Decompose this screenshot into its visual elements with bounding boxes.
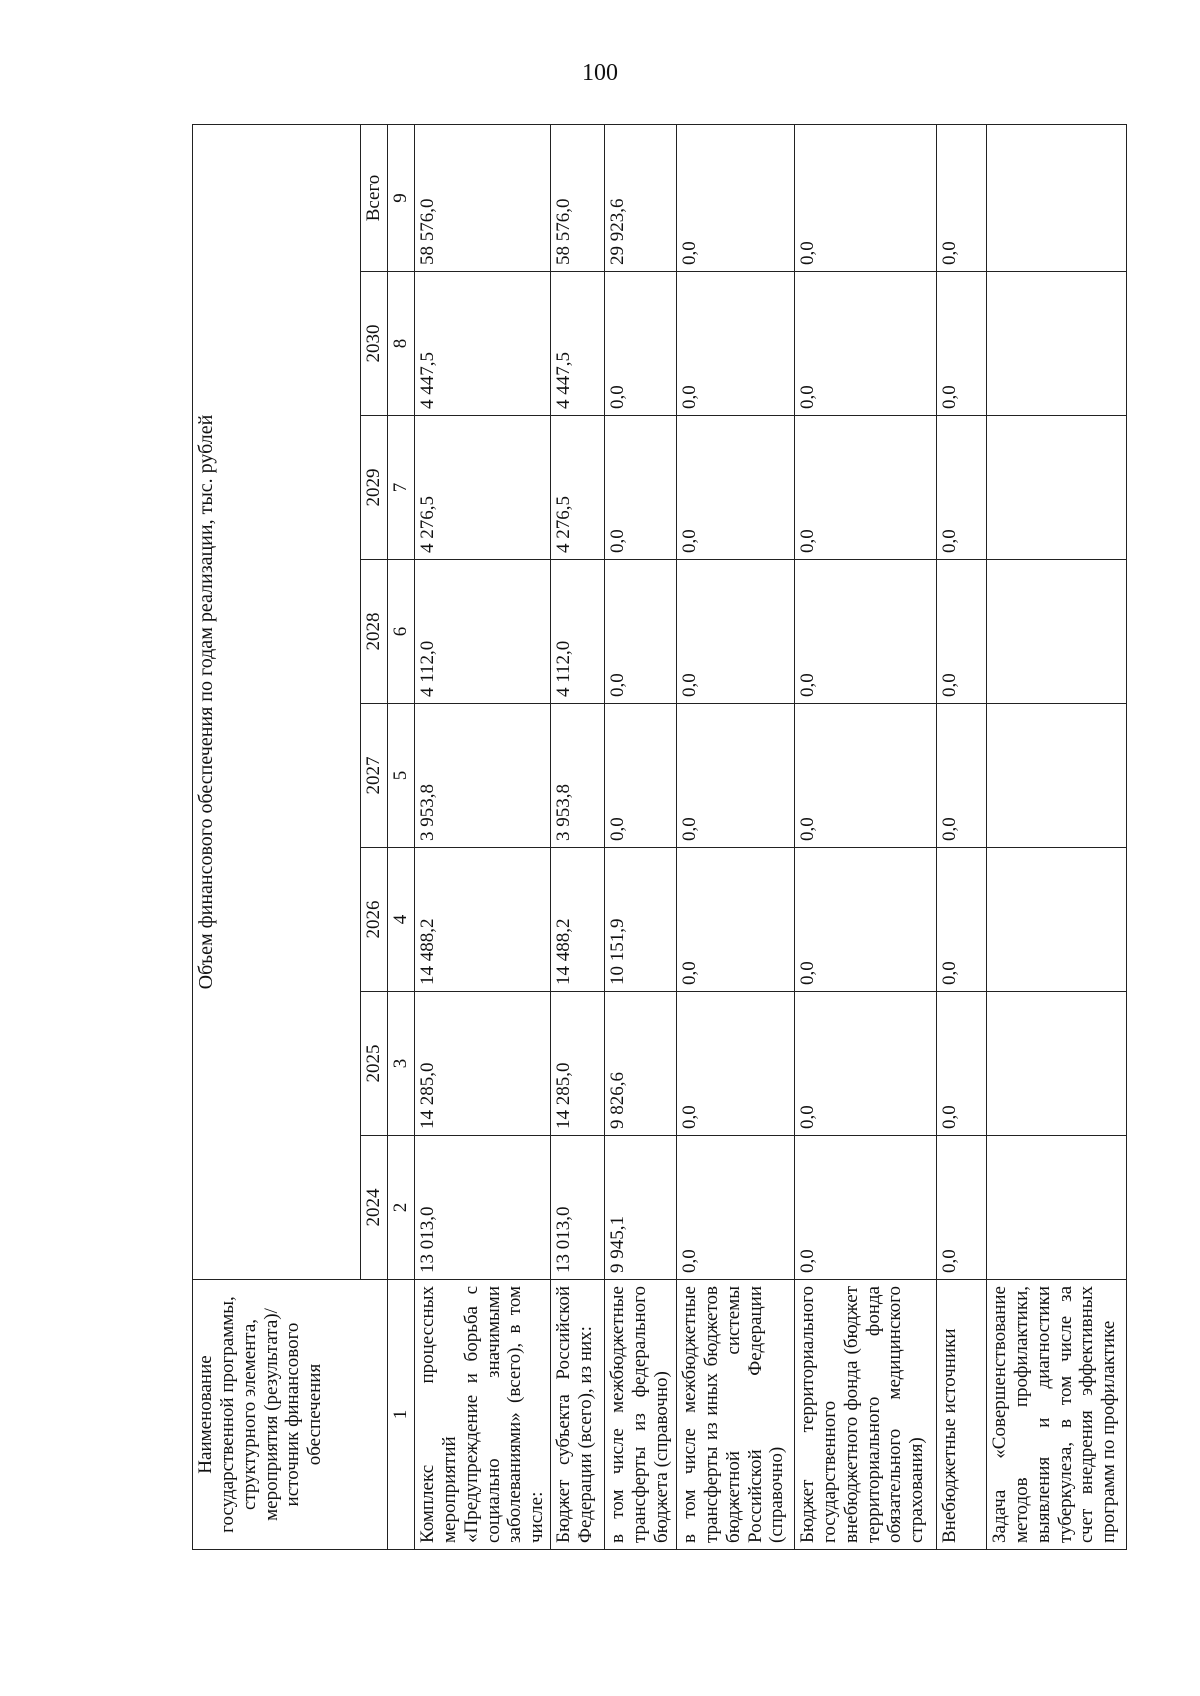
value-cell: 0,0 [937, 416, 987, 560]
value-cell: 0,0 [677, 992, 795, 1136]
value-cell: 14 488,2 [415, 848, 551, 992]
table-row [795, 124, 937, 1549]
value-cell: 0,0 [605, 416, 677, 560]
value-cell: 0,0 [795, 848, 937, 992]
value-cell: 0,0 [677, 704, 795, 848]
value-cell: 0,0 [937, 272, 987, 416]
value-cell: 10 151,9 [605, 848, 677, 992]
table-row [987, 124, 1127, 1549]
value-cell: 13 013,0 [415, 1136, 551, 1280]
value-cell: 14 488,2 [551, 848, 605, 992]
value-cell: 0,0 [605, 272, 677, 416]
financing-volume-header: Объем финансового обеспечения по годам реализации, тыс. рублей [193, 124, 361, 1279]
value-cell: 0,0 [937, 848, 987, 992]
value-cell: 4 447,5 [415, 272, 551, 416]
value-cell-total: 58 576,0 [551, 124, 605, 271]
column-number: 6 [388, 560, 415, 704]
value-cell [987, 416, 1127, 560]
value-cell-total: 0,0 [937, 124, 987, 271]
year-header-2025: 2025 [361, 992, 388, 1136]
value-cell [987, 272, 1127, 416]
name-column-header: Наименование государственной программы, структурного элемента, мероприятия (результата)/источник финансового обеспечения [193, 1280, 388, 1550]
row-label-extrabudgetary: Внебюджетные источники [937, 1280, 987, 1550]
table-row [937, 124, 987, 1549]
value-cell: 14 285,0 [415, 992, 551, 1136]
year-header-2028: 2028 [361, 560, 388, 704]
table-row [415, 124, 551, 1549]
value-cell [987, 848, 1127, 992]
value-cell: 0,0 [677, 416, 795, 560]
value-cell: 4 276,5 [415, 416, 551, 560]
value-cell: 4 112,0 [551, 560, 605, 704]
table-row [551, 124, 605, 1549]
row-label-regional-budget: Бюджет субъекта Российской Федерации (всего), из них: [551, 1280, 605, 1550]
header-row-1 [193, 124, 361, 1549]
year-header-2024: 2024 [361, 1136, 388, 1280]
value-cell: 0,0 [795, 416, 937, 560]
column-number: 5 [388, 704, 415, 848]
value-cell: 9 826,6 [605, 992, 677, 1136]
column-number: 4 [388, 848, 415, 992]
value-cell: 0,0 [795, 272, 937, 416]
year-header-2026: 2026 [361, 848, 388, 992]
value-cell [987, 1136, 1127, 1280]
column-number: 8 [388, 272, 415, 416]
value-cell-total: 58 576,0 [415, 124, 551, 271]
value-cell: 3 953,8 [415, 704, 551, 848]
value-cell: 9 945,1 [605, 1136, 677, 1280]
value-cell [987, 704, 1127, 848]
value-cell: 0,0 [937, 992, 987, 1136]
value-cell: 0,0 [795, 560, 937, 704]
value-cell [987, 560, 1127, 704]
page-number: 100 [582, 60, 618, 86]
column-number: 2 [388, 1136, 415, 1280]
value-cell: 0,0 [795, 992, 937, 1136]
row-label-federal-transfers: в том числе межбюджетные трансферты из федерального бюджета (справочно) [605, 1280, 677, 1550]
column-number: 7 [388, 416, 415, 560]
year-header-2029: 2029 [361, 416, 388, 560]
value-cell: 0,0 [677, 272, 795, 416]
value-cell-total: 0,0 [677, 124, 795, 271]
column-number: 1 [388, 1280, 415, 1550]
value-cell: 0,0 [937, 560, 987, 704]
value-cell: 13 013,0 [551, 1136, 605, 1280]
row-label-program-complex: Комплекс процессных мероприятий «Предупреждение и борьба с социально значимыми заболеваниями» (всего), в том числе: [415, 1280, 551, 1550]
table-row [677, 124, 795, 1549]
value-cell: 0,0 [795, 1136, 937, 1280]
value-cell: 4 447,5 [551, 272, 605, 416]
table-row [605, 124, 677, 1549]
year-header-2027: 2027 [361, 704, 388, 848]
row-label-territorial-fund: Бюджет территориального государственного внебюджетного фонда (бюджет территориального фонда обязательного медицинского страхования) [795, 1280, 937, 1550]
value-cell: 0,0 [605, 704, 677, 848]
year-header-total: Всего [361, 124, 388, 271]
financing-table [192, 124, 1127, 1550]
value-cell-total [987, 124, 1127, 271]
value-cell: 0,0 [937, 1136, 987, 1280]
row-label-task: Задача «Совершенствование методов профилактики, выявления и диагностики туберкулеза, в том числе за счет внедрения эффективных программ по профилактике [987, 1280, 1127, 1550]
value-cell: 0,0 [605, 560, 677, 704]
value-cell: 4 276,5 [551, 416, 605, 560]
column-number: 9 [388, 124, 415, 271]
value-cell: 14 285,0 [551, 992, 605, 1136]
value-cell: 0,0 [937, 704, 987, 848]
value-cell-total: 29 923,6 [605, 124, 677, 271]
value-cell [987, 992, 1127, 1136]
year-header-2030: 2030 [361, 272, 388, 416]
column-number: 3 [388, 992, 415, 1136]
value-cell: 0,0 [795, 704, 937, 848]
value-cell: 3 953,8 [551, 704, 605, 848]
value-cell: 0,0 [677, 848, 795, 992]
value-cell: 0,0 [677, 560, 795, 704]
table-wrapper [192, 125, 1122, 1550]
value-cell: 0,0 [677, 1136, 795, 1280]
row-label-other-transfers: в том числе межбюджетные трансферты из иных бюджетов бюджетной системы Российской Федерации (справочно) [677, 1280, 795, 1550]
rotated-table-container [192, 125, 1122, 1550]
column-number-row [388, 124, 415, 1549]
value-cell: 4 112,0 [415, 560, 551, 704]
value-cell-total: 0,0 [795, 124, 937, 271]
